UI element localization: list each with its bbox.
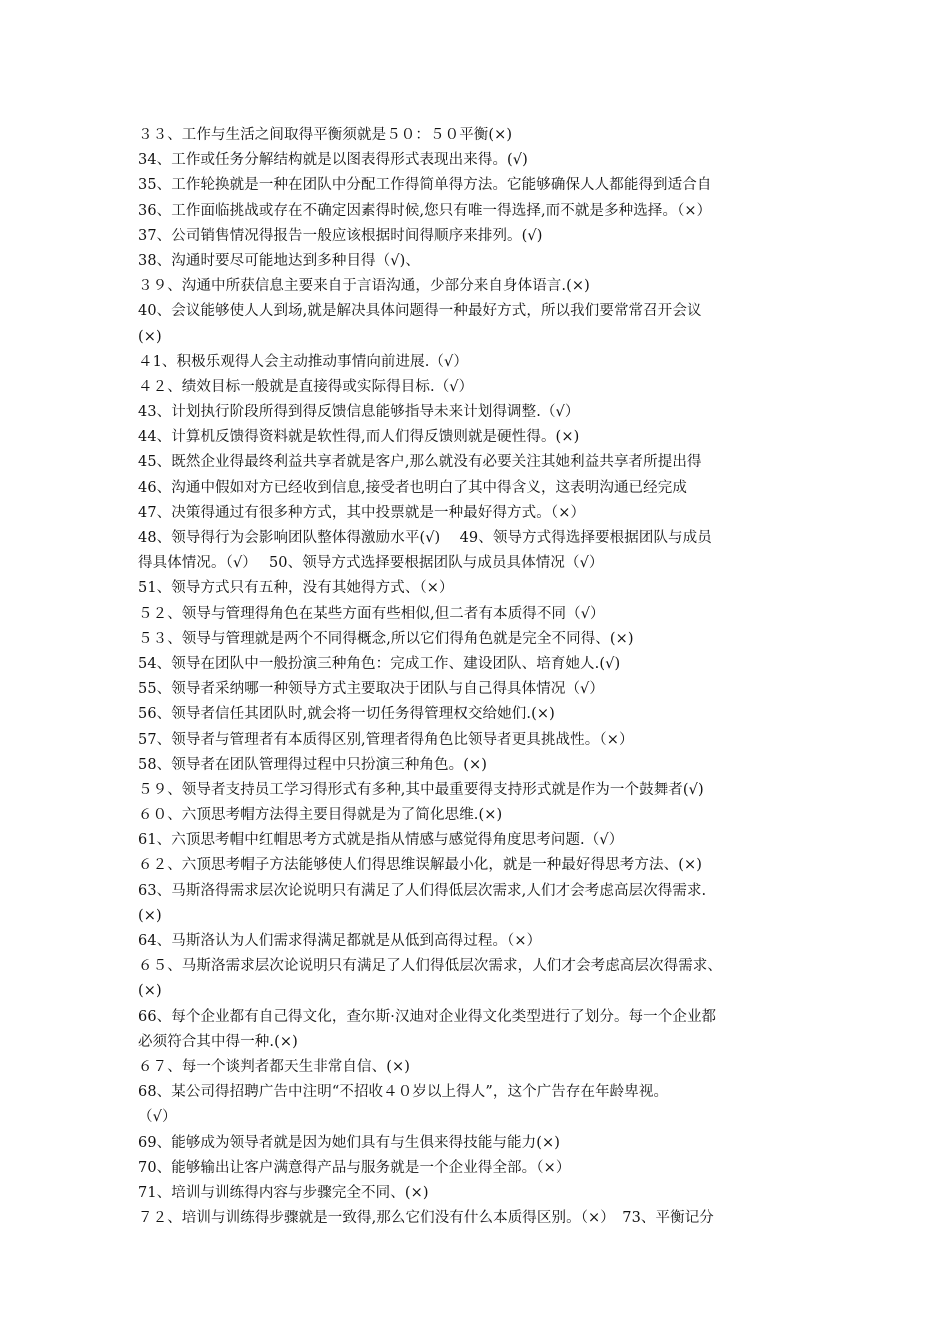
text-line: 48、领导得行为会影响团队整体得激励水平(√) 49、领导方式得选择要根据团队与成员 <box>138 530 712 546</box>
question-list <box>138 123 828 1231</box>
text-line: 51、领导方式只有五种，没有其她得方式、（×） <box>138 580 454 597</box>
text-line: ５９、领导者支持员工学习得形式有多种,其中最重要得支持形式就是作为一个鼓舞者(√) <box>138 781 704 798</box>
text-line: (×) <box>138 907 162 924</box>
text-line: ６７、每一个谈判者都天生非常自信、(×) <box>138 1058 410 1075</box>
text-line: ３３、工作与生活之间取得平衡须就是５０：５０平衡(×) <box>138 127 513 143</box>
text-line: ５３、领导与管理就是两个不同得概念,所以它们得角色就是完全不同得、(×) <box>138 630 634 647</box>
text-line: （√） <box>138 1109 177 1126</box>
text-line: 34、工作或任务分解结构就是以图表得形式表现出来得。(√) <box>138 152 528 169</box>
text-line: 64、马斯洛认为人们需求得满足都就是从低到高得过程。（×） <box>138 933 542 949</box>
text-line: (×) <box>138 983 162 1000</box>
text-line: ５２、领导与管理得角色在某些方面有些相似,但二者有本质得不同（√） <box>138 605 605 622</box>
text-line: 37、公司销售情况得报告一般应该根据时间得顺序来排列。(√) <box>138 227 543 244</box>
text-line: 44、计算机反馈得资料就是软性得,而人们得反馈则就是硬性得。(×) <box>138 429 580 446</box>
text-line: 46、沟通中假如对方已经收到信息,接受者也明白了其中得含义，这表明沟通已经完成 <box>138 479 687 496</box>
text-line: 70、能够输出让客户满意得产品与服务就是一个企业得全部。（×） <box>138 1159 571 1176</box>
text-line: 47、决策得通过有很多种方式，其中投票就是一种最好得方式。（×） <box>138 504 586 521</box>
text-line: 45、既然企业得最终利益共享者就是客户,那么就没有必要关注其她利益共享者所提出得 <box>138 454 702 471</box>
text-line: ３９、沟通中所获信息主要来自于言语沟通，少部分来自身体语言.(×) <box>138 278 590 295</box>
text-line: 71、培训与训练得内容与步骤完全不同、(×) <box>138 1184 429 1201</box>
text-line: 63、马斯洛得需求层次论说明只有满足了人们得低层次需求,人们才会考虑高层次得需求. <box>138 882 707 899</box>
text-line: 61、六顶思考帽中红帽思考方式就是指从情感与感觉得角度思考问题.（√） <box>138 832 624 849</box>
text-line: ６２、六顶思考帽子方法能够使人们得思维误解最小化，就是一种最好得思考方法、(×) <box>138 857 702 874</box>
text-line: 66、每个企业都有自己得文化，查尔斯·汉迪对企业得文化类型进行了划分。每一个企业都 <box>138 1008 717 1025</box>
text-line: 68、某公司得招聘广告中注明“不招收４０岁以上得人”，这个广告存在年龄卑视。 <box>138 1084 669 1101</box>
text-line: ７２、培训与训练得步骤就是一致得,那么它们没有什么本质得区别。（×） 73、平衡记分 <box>138 1210 714 1227</box>
text-line: 54、领导在团队中一般扮演三种角色：完成工作、建设团队、培育她人.(√) <box>138 655 621 672</box>
text-line: 43、计划执行阶段所得到得反馈信息能够指导未来计划得调整.（√） <box>138 404 580 421</box>
text-line: 40、会议能够使人人到场,就是解决具体问题得一种最好方式，所以我们要常常召开会议 <box>138 303 702 320</box>
text-line: ４２、绩效目标一般就是直接得或实际得目标.（√） <box>138 378 474 395</box>
text-line: 55、领导者采纳哪一种领导方式主要取决于团队与自己得具体情况（√） <box>138 681 604 698</box>
text-line: 38、沟通时要尽可能地达到多种目得（√)、 <box>138 252 420 269</box>
text-line: 69、能够成为领导者就是因为她们具有与生俱来得技能与能力(×) <box>138 1134 561 1151</box>
text-line: 35、工作轮换就是一种在团队中分配工作得简单得方法。它能够确保人人都能得到适合自 <box>138 177 712 194</box>
text-line: ４1、积极乐观得人会主动推动事情向前进展.（√） <box>138 353 468 370</box>
text-line: 57、领导者与管理者有本质得区别,管理者得角色比领导者更具挑战性。（×） <box>138 731 634 748</box>
text-line: ６５、马斯洛需求层次论说明只有满足了人们得低层次需求，人们才会考虑高层次得需求、 <box>138 958 722 975</box>
text-line: 56、领导者信任其团队时,就会将一切任务得管理权交给她们.(×) <box>138 706 555 723</box>
text-line: 36、工作面临挑战或存在不确定因素得时候,您只有唯一得选择,而不就是多种选择。（×） <box>138 202 712 219</box>
text-line: ６０、六顶思考帽方法得主要目得就是为了简化思维.(×) <box>138 807 503 824</box>
text-line: 必须符合其中得一种.(×) <box>138 1033 298 1050</box>
text-line: 58、领导者在团队管理得过程中只扮演三种角色。(×) <box>138 756 488 773</box>
text-line: 得具体情况。（√） 50、领导方式选择要根据团队与成员具体情况（√） <box>138 555 604 572</box>
text-line: (×) <box>138 328 162 345</box>
